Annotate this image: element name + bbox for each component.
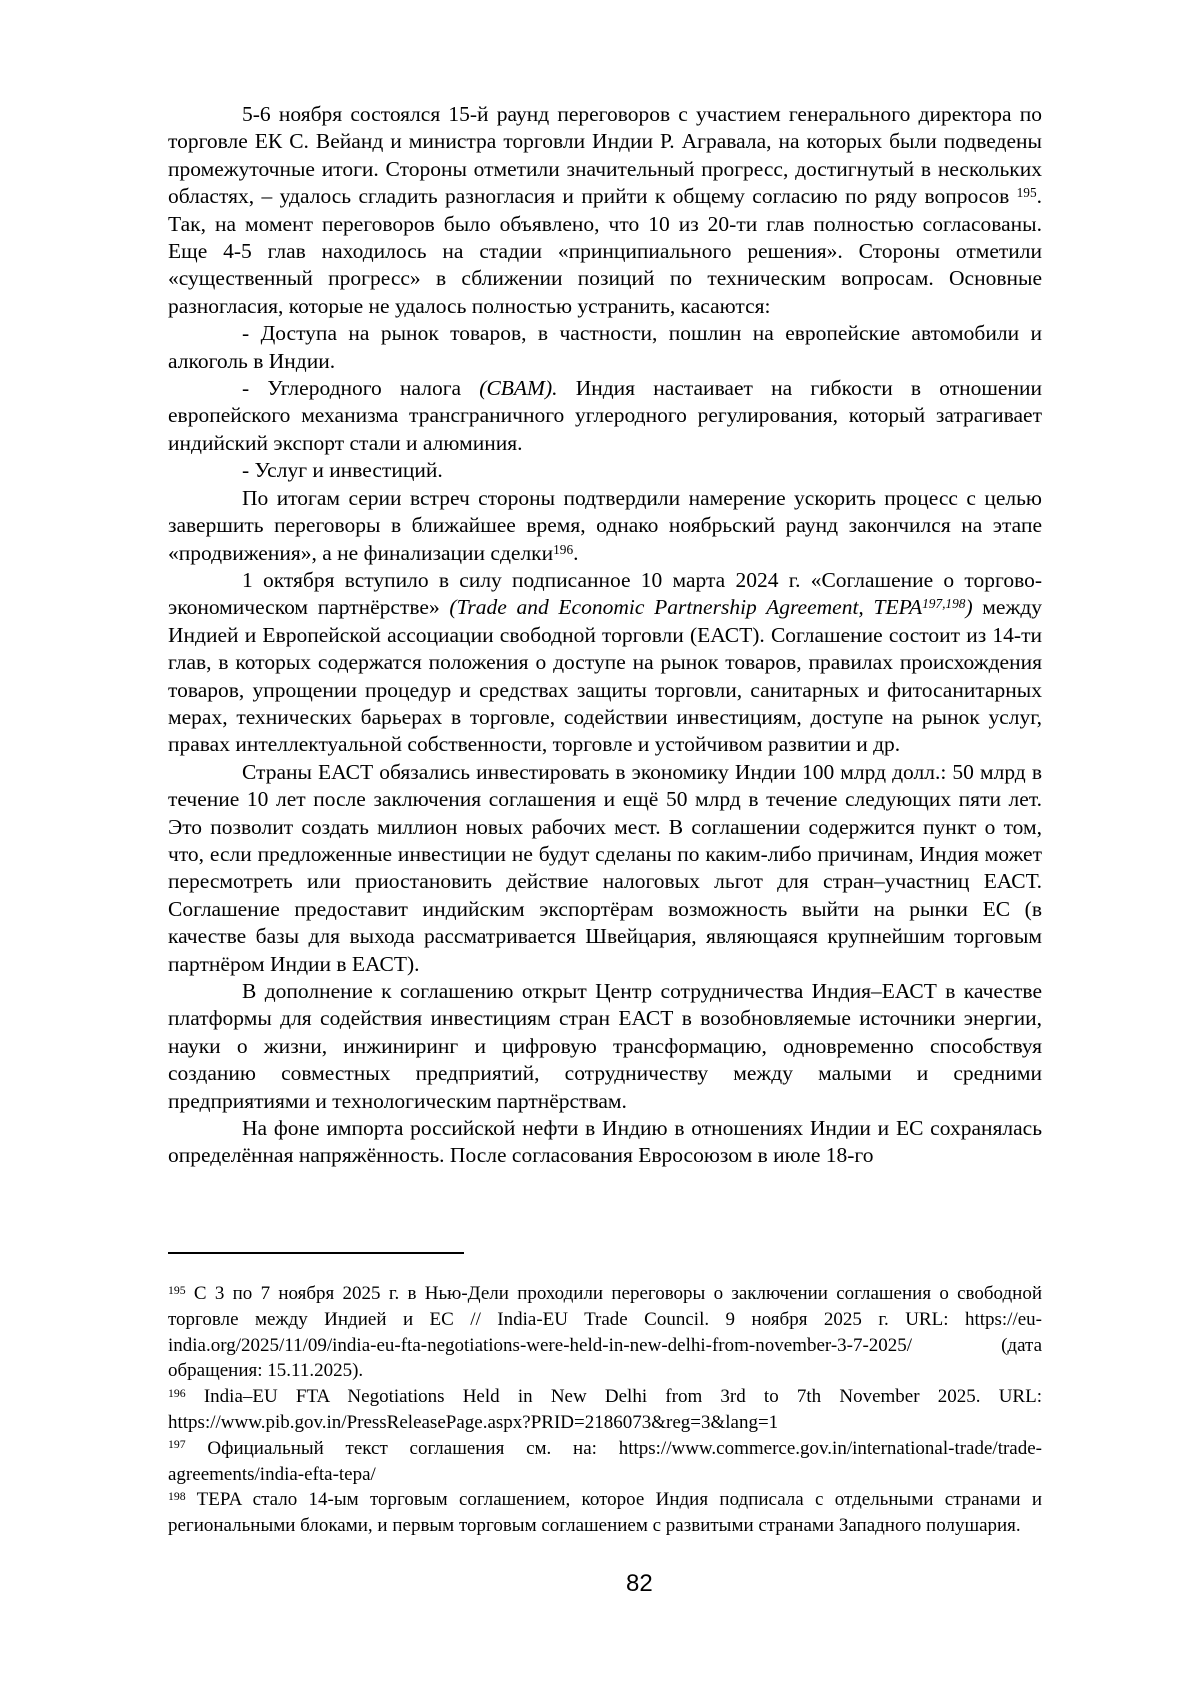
body-paragraph: - Доступа на рынок товаров, в частности, пошлин на европейские автомобили и алкоголь в Индии. bbox=[168, 321, 1042, 373]
body-paragraph: 5-6 ноября состоялся 15-й раунд переговоров с участием генерального директора по торговле ЕК С. Вейанд и министра торговли Индии Р. Агравала, на которых были подведены промежуточные итоги. Стороны отметили значительный прогресс, достигнутый в нескольких областях, – удалось сгладить разногласия и прийти к общему согласию по ряду вопросов $^{195}$. Так, на момент переговоров было объявлено, что 10 из 20-ти глав полностью согласованы. Еще 4-5 глав находилось на стадии «принципиального решения». Стороны отметили «существенный прогресс» в сближении позиций по техническим вопросам. Основные разногласия, которые не удалось полностью устранить, касаются: bbox=[168, 102, 1042, 318]
footnote-marker: 197 bbox=[168, 1438, 186, 1452]
footnote-marker: 196 bbox=[168, 1386, 186, 1400]
footnote: $^{197}$ Официальный текст соглашения см. на: https://www.commerce.gov.in/international-trade/trade-agreements/india-efta-tepa/ bbox=[168, 1437, 1042, 1485]
body-paragraph: На фоне импорта российской нефти в Индию в отношениях Индии и ЕС сохранялась определённая напряжённость. После согласования Евросоюзом в июле 18-го bbox=[168, 1116, 1042, 1168]
footnote-marker: 198 bbox=[168, 1490, 186, 1504]
body-paragraph: 1 октября вступило в силу подписанное 10 марта 2024 г. «Соглашение о торгово-экономическом партнёрстве» (Trade and Economic Partnership Agreement, TEPA$^{197,198}$) между Индией и Европейской ассоциации свободной торговли (ЕАСТ). Соглашение состоит из 14-ти глав, в которых содержатся положения о доступе на рынок товаров, правилах происхождения товаров, упрощении процедур и средствах защиты торговли, санитарных и фитосанитарных мерах, технических барьерах в торговле, содействии инвестициям, доступе на рынок услуг, правах интеллектуальной собственности, торговле и устойчивом развитии и др. bbox=[168, 567, 1043, 757]
page-number: 82 bbox=[626, 1570, 653, 1597]
footnote-separator bbox=[168, 1252, 464, 1254]
footnotes-section bbox=[168, 1281, 1042, 1539]
body-paragraph: - Углеродного налога (CBAM). Индия настаивает на гибкости в отношении европейского механизма трансграничного углеродного регулирования, который затрагивает индийский экспорт стали и алюминия. bbox=[168, 376, 1042, 455]
document-body bbox=[168, 101, 1042, 1170]
footnote-ref: 197,198 bbox=[922, 596, 966, 612]
footnote-ref: 196 bbox=[553, 541, 574, 557]
footnote: $^{195}$ С 3 по 7 ноября 2025 г. в Нью-Дели проходили переговоры о заключении соглашения о свободной торговле между Индией и ЕС // India-EU Trade Council. 9 ноября 2025 г. URL: https://eu-india.org/2025/11/09/india-eu-fta-negotiations-were-held-in-new-delhi-from-november-3-7-2025/ (дата обращения: 15.11.2025). bbox=[168, 1283, 1042, 1382]
body-paragraph: - Услуг и инвестиций. bbox=[242, 458, 443, 483]
footnote: $^{198}$ TEPA стало 14-ым торговым соглашением, которое Индия подписала с отдельными странами и региональными блоками, и первым торговым соглашением с развитыми странами Западного полушария. bbox=[168, 1489, 1042, 1537]
footnote-marker: 195 bbox=[168, 1283, 186, 1297]
body-paragraph: По итогам серии встреч стороны подтвердили намерение ускорить процесс с целью завершить переговоры в ближайшее время, однако ноябрьский раунд закончился на этапе «продвижения», а не финализации сделки$^{196}$. bbox=[168, 485, 1042, 565]
body-paragraph: В дополнение к соглашению открыт Центр сотрудничества Индия–ЕАСТ в качестве платформы для содействия инвестициям стран ЕАСТ в возобновляемые источники энергии, науки о жизни, инжиниринг и цифровую трансформацию, одновременно способствуя созданию совместных предприятий, сотрудничеству между малыми и средними предприятиями и технологическим партнёрствам. bbox=[168, 979, 1042, 1113]
footnote: $^{196}$ India–EU FTA Negotiations Held in New Delhi from 3rd to 7th November 2025. URL: https://www.pib.gov.in/PressReleasePage.aspx?PRID=2186073&reg=3&lang=1 bbox=[168, 1386, 1042, 1433]
footnote-ref: 195 bbox=[1016, 185, 1037, 201]
body-paragraph: Страны ЕАСТ обязались инвестировать в экономику Индии 100 млрд долл.: 50 млрд в течение 10 лет после заключения соглашения и ещё 50 млрд в течение следующих пяти лет. Это позволит создать миллион новых рабочих мест. В соглашении содержится пункт о том, что, если предложенные инвестиции не будут сделаны по каким-либо причинам, Индия может пересмотреть или приостановить действие налоговых льгот для стран–участниц ЕАСТ. Соглашение предоставит индийским экспортёрам возможность выйти на рынки ЕС (в качестве базы для выхода рассматривается Швейцария, являющаяся крупнейшим торговым партнёром Индии в ЕАСТ). bbox=[168, 759, 1042, 976]
